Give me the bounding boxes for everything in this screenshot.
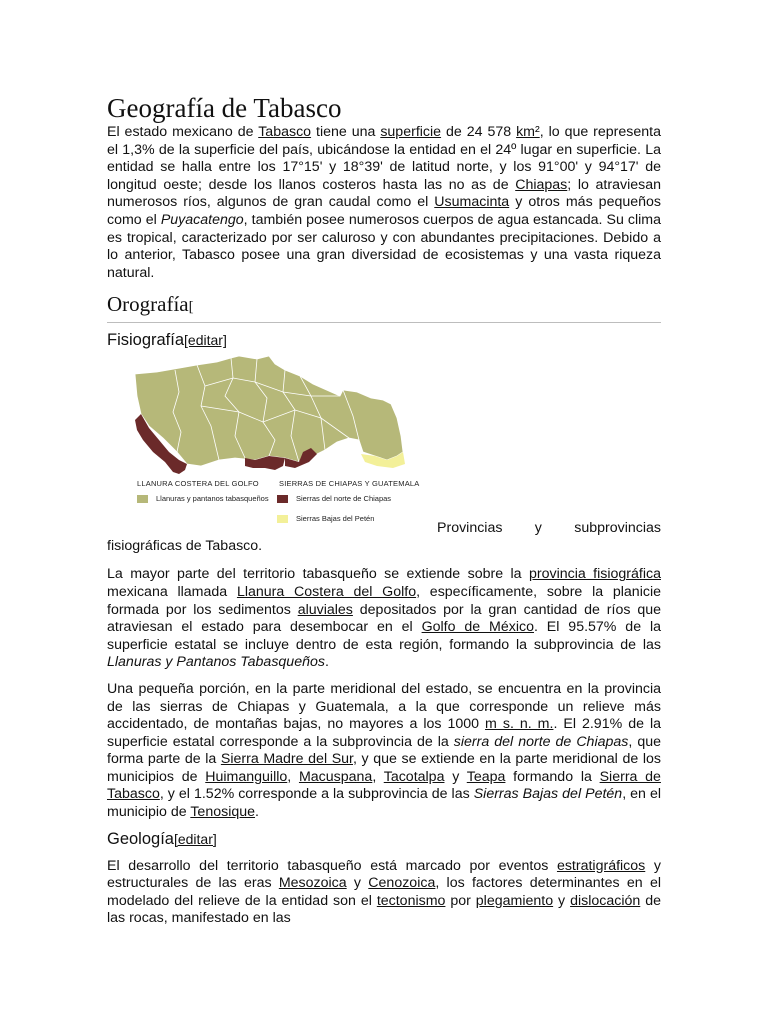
link-tacotalpa[interactable]: Tacotalpa	[383, 768, 445, 785]
link-chiapas[interactable]: Chiapas	[515, 176, 568, 193]
text: El estado mexicano de	[107, 124, 259, 140]
text: Una pequeña porción, en la parte meridional del estado, se encuentra en la provincia de las sierras de Chiapas y Guatemala, a la que corresponde un relieve más accidentado, de montañas bajas, no mayores a los 1000	[107, 680, 661, 733]
text: de las rocas, manifestado en las	[107, 892, 661, 927]
legend-label: Sierras del norte de Chiapas	[296, 494, 392, 504]
text: . El 2.91% de la superficie estatal corresponde a la subprovincia de la	[107, 716, 661, 750]
italic-text: Puyacatengo	[160, 211, 244, 228]
text: mexicana llamada	[107, 583, 237, 600]
link-llanura-costera[interactable]: Llanura Costera del Golfo	[236, 583, 417, 600]
legend-item-llanuras	[137, 494, 269, 503]
figure	[107, 352, 661, 557]
text: ,	[287, 768, 299, 785]
text: , que forma parte de la	[107, 733, 661, 768]
italic-text: sierra del norte de Chiapas	[453, 733, 629, 750]
italic-text: Sierras Bajas del Petén	[473, 786, 623, 803]
text: , y que se extiende en la parte meridional de los municipios de	[107, 751, 661, 785]
text: .	[255, 804, 259, 821]
edit-link[interactable]: [editar]	[184, 332, 227, 349]
intro-paragraph	[107, 124, 661, 282]
text: formando la	[505, 768, 600, 785]
paragraph-llanura	[107, 566, 661, 672]
text: , también posee numerosos cuerpos de agua estancada. Su clima es tropical, caracterizado por ser caluroso y con abundantes precipitaciones. Debido a lo anterior, Tabasco posee una gran diversidad de ecosistemas y una vasta riqueza natural.	[107, 211, 661, 281]
link-golfo-mexico[interactable]: Golfo de México	[421, 619, 534, 636]
text: depositados por la gran cantidad de ríos que atraviesan el estado para desembocar en el	[107, 601, 661, 636]
text: y otros más pequeños como el	[107, 194, 662, 228]
legend-heading-llanura: LLANURA COSTERA DEL GOLFO	[137, 479, 259, 489]
link-mesozoica[interactable]: Mesozoica	[278, 875, 347, 892]
link-provincia-fisiografica[interactable]: provincia fisiográfica	[528, 566, 661, 583]
text: ,	[372, 768, 384, 785]
figure-caption	[437, 520, 661, 536]
text: , en el municipio de	[107, 786, 662, 821]
caption-word: Provincias	[437, 520, 503, 537]
text: , específicamente, sobre la planicie formada por los sedimentos	[107, 583, 661, 618]
text: , lo que representa el 1,3% de la superficie del país, ubicándose la entidad en el 24º lugar en superficie. La entidad se halla entre los 17°15' y 18°39' de latitud norte, y los 91°00' y 94°17' de longitud oeste; desde los llanos costeros hasta las no as de	[107, 124, 662, 193]
legend-item-sierras-peten	[277, 514, 374, 523]
figure-caption-line2: fisiográficas de Tabasco.	[107, 538, 263, 555]
legend-label: Llanuras y pantanos tabasqueños	[156, 494, 269, 504]
heading-text: Geología	[107, 829, 174, 848]
link-superficie[interactable]: superficie	[380, 124, 442, 140]
link-aluviales[interactable]: aluviales	[297, 601, 353, 618]
legend-item-sierras-norte	[277, 494, 391, 503]
link-huimanguillo[interactable]: Huimanguillo	[205, 768, 288, 785]
caption-word: y	[534, 520, 542, 537]
link-tectonismo[interactable]: tectonismo	[376, 892, 446, 909]
link-sierra-tabasco[interactable]: Sierra de Tabasco	[107, 768, 661, 803]
legend-swatch	[277, 515, 288, 523]
link-plegamiento[interactable]: plegamiento	[475, 892, 554, 909]
text: y	[346, 875, 369, 892]
text: de 24 578	[441, 124, 517, 140]
text: y estructurales de las eras	[107, 857, 661, 892]
page-title: Geografía de Tabasco	[107, 93, 342, 123]
text: , los factores determinantes en el modelado del relieve de la entidad son el	[107, 875, 661, 909]
link-usumacinta[interactable]: Usumacinta	[434, 194, 510, 211]
link-cenozoica[interactable]: Cenozoica	[368, 875, 436, 892]
link-estratigraficos[interactable]: estratigráficos	[556, 857, 646, 874]
text: y	[553, 892, 571, 909]
article	[107, 92, 661, 928]
link-teapa[interactable]: Teapa	[466, 768, 506, 785]
text: La mayor parte del territorio tabasqueño se extiende sobre la	[107, 566, 529, 583]
section-heading-fisiografia	[107, 330, 661, 350]
link-sierra-madre-sur[interactable]: Sierra Madre del Sur	[220, 751, 353, 768]
text: El desarrollo del territorio tabasqueño está marcado por eventos	[107, 857, 557, 874]
legend-swatch	[277, 495, 288, 503]
italic-text: Llanuras y Pantanos Tabasqueños	[107, 654, 325, 671]
link-km2[interactable]: km²	[516, 124, 540, 140]
heading-bracket: [	[188, 299, 194, 316]
text: . El 95.57% de la superficie estatal se incluye dentro de esta región, formando la subprovincia de las	[107, 619, 662, 653]
link-tenosique[interactable]: Tenosique	[190, 804, 256, 821]
link-macuspana[interactable]: Macuspana	[298, 768, 373, 785]
section-heading-geologia	[107, 829, 661, 849]
caption-word: subprovincias	[574, 520, 661, 537]
legend-heading-sierras: SIERRAS DE CHIAPAS Y GUATEMALA	[279, 479, 420, 489]
text: tiene una	[311, 124, 381, 140]
tabasco-map-image	[135, 356, 407, 478]
edit-link[interactable]: [editar]	[173, 830, 217, 847]
text: por	[445, 892, 476, 909]
paragraph-sierras	[107, 681, 661, 822]
text: , y el 1.52% corresponde a la subprovincia de las	[159, 786, 474, 803]
text: .	[324, 654, 329, 671]
section-heading-orografia	[107, 291, 661, 323]
legend-swatch	[137, 495, 148, 503]
heading-text: Fisiografía	[107, 331, 185, 350]
legend-label: Sierras Bajas del Petén	[296, 514, 375, 524]
link-dislocacion[interactable]: dislocación	[570, 892, 641, 909]
heading-text: Orografía	[107, 292, 189, 317]
text: ; lo atraviesan numerosos ríos, algunos de gran caudal como el	[107, 176, 661, 211]
paragraph-geologia	[107, 858, 661, 928]
link-tabasco[interactable]: Tabasco	[258, 124, 312, 140]
text: y	[444, 768, 467, 785]
link-msnm[interactable]: m s. n. m.	[485, 716, 554, 733]
